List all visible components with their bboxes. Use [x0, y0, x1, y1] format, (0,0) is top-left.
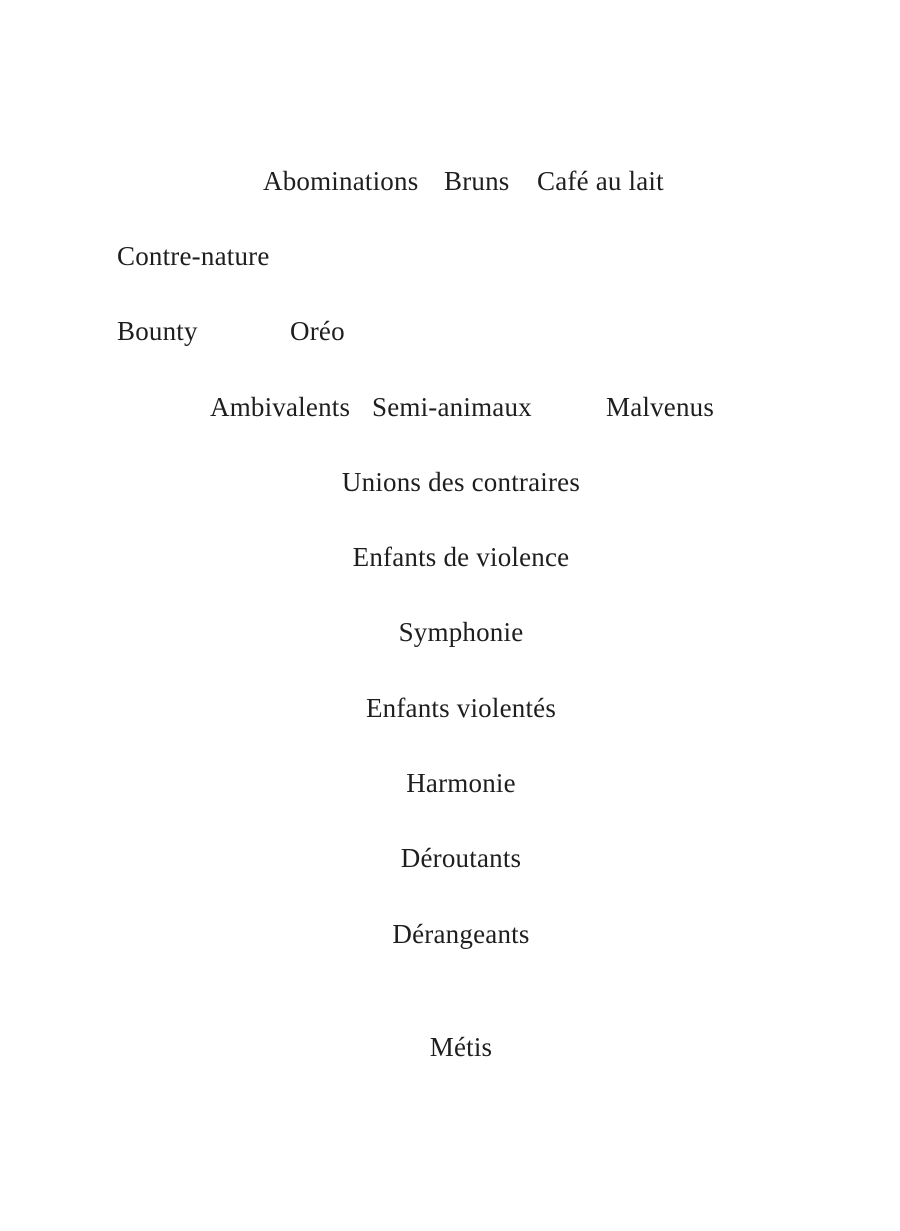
term-abominations: Abominations [263, 166, 419, 196]
term-enfants-de-violence: Enfants de violence [352, 542, 570, 572]
term-bruns: Bruns [444, 166, 510, 196]
term-cafe-au-lait: Café au lait [537, 166, 664, 196]
term-harmonie: Harmonie [406, 768, 516, 798]
term-oreo: Oréo [290, 316, 345, 346]
term-unions-des-contraires: Unions des contraires [341, 467, 581, 497]
term-deroutants: Déroutants [400, 843, 522, 873]
term-malvenus: Malvenus [606, 392, 715, 422]
term-contre-nature: Contre-nature [117, 241, 270, 271]
term-symphonie: Symphonie [398, 617, 524, 647]
term-derangeants: Dérangeants [392, 919, 530, 949]
term-enfants-violentes: Enfants violentés [365, 693, 557, 723]
term-bounty: Bounty [117, 316, 198, 346]
term-ambivalents: Ambivalents [210, 392, 351, 422]
term-semi-animaux: Semi-animaux [372, 392, 532, 422]
term-metis: Métis [429, 1032, 493, 1062]
